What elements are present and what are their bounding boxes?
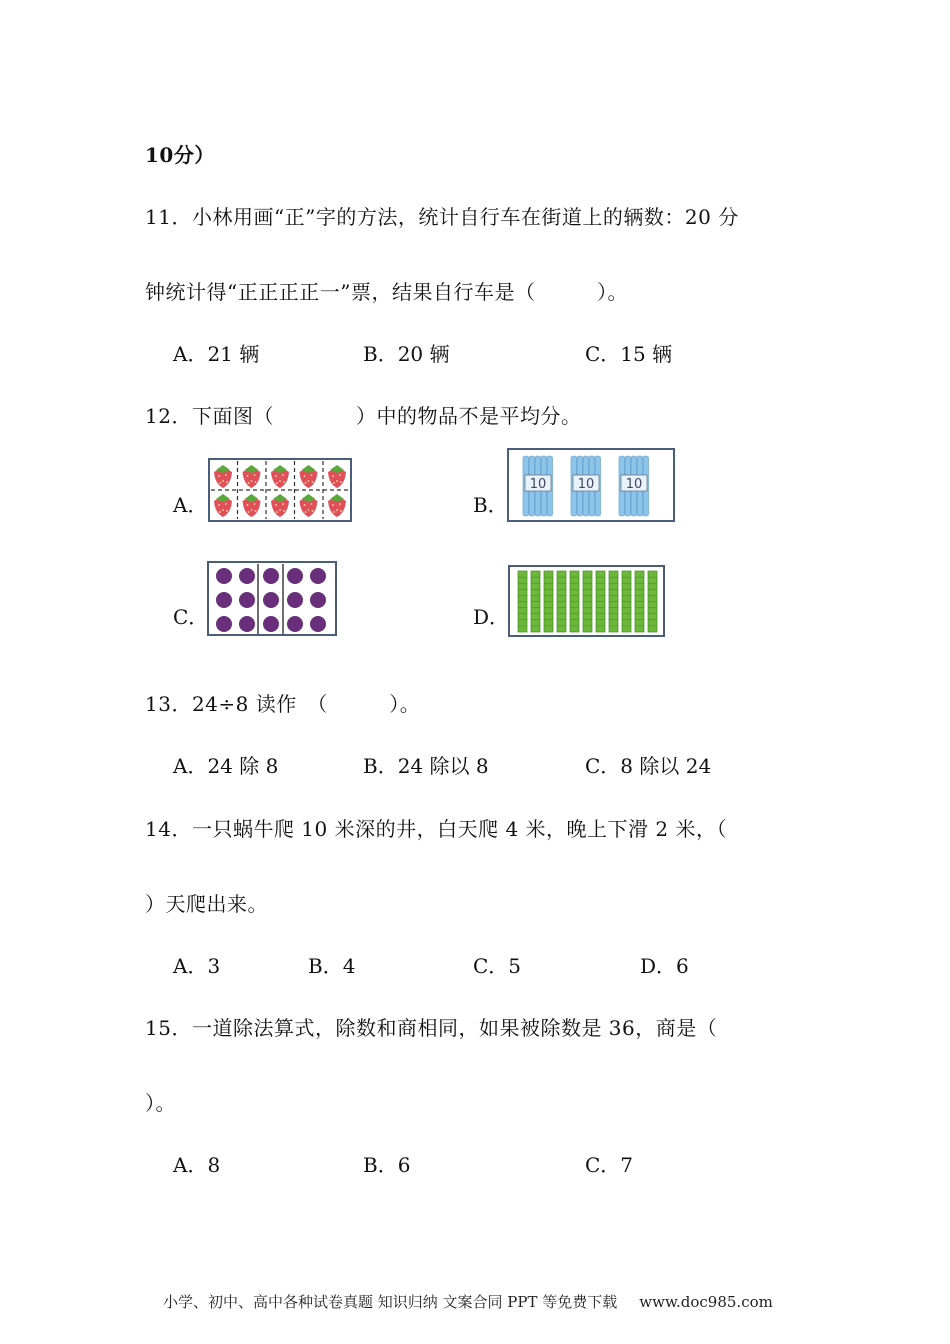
q14-option-b: B．4: [308, 954, 356, 978]
q13-option-a: A．24 除 8: [173, 754, 279, 778]
q11-option-a: A．21 辆: [173, 342, 260, 366]
q15-option-b: B．6: [363, 1153, 411, 1177]
green-stick-icon: [583, 571, 592, 632]
q11-option-c: C．15 辆: [585, 342, 673, 366]
purple-dots-picture: [207, 561, 338, 637]
q12-text: 12．下面图（ ）中的物品不是平均分。: [145, 404, 582, 428]
q14-option-a: A．3: [173, 954, 221, 978]
q15-text-line-2: ）。: [145, 1091, 176, 1115]
green-stick-icon: [557, 571, 566, 632]
strawberries-picture: [208, 458, 353, 523]
q13-text: 13．24÷8 读作 （ ）。: [145, 692, 421, 716]
q11-text-line-1: 11．小林用画“正”字的方法，统计自行车在街道上的辆数：20 分: [145, 205, 739, 229]
green-stick-icon: [635, 571, 644, 632]
purple-dot: [216, 592, 232, 608]
green-stick-icon: [596, 571, 605, 632]
purple-dot: [239, 616, 255, 632]
q14-option-c: C．5: [473, 954, 522, 978]
purple-dot: [263, 592, 279, 608]
q12-option-b-label: B．: [473, 493, 508, 517]
purple-dot: [287, 616, 303, 632]
green-stick-icon: [518, 571, 527, 632]
bundles-of-ten-picture: [507, 448, 677, 524]
q11-option-b: B．20 辆: [363, 342, 450, 366]
purple-dot: [239, 592, 255, 608]
purple-dot: [287, 592, 303, 608]
purple-dot: [310, 568, 326, 584]
bundle-of-ten-icon: [619, 456, 649, 516]
q12-option-c-label: C．: [173, 605, 209, 629]
green-stick-icon: [570, 571, 579, 632]
bundle-label: 10: [529, 477, 547, 492]
footer-url[interactable]: www.doc985.com: [639, 1293, 773, 1311]
purple-dot: [263, 568, 279, 584]
q14-text-line-1: 14．一只蜗牛爬 10 米深的井，白天爬 4 米，晚上下滑 2 米，（: [145, 817, 727, 841]
q15-option-c: C．7: [585, 1153, 634, 1177]
green-stick-icon: [622, 571, 631, 632]
purple-dot: [310, 616, 326, 632]
green-stick-icon: [648, 571, 657, 632]
green-stick-icon: [609, 571, 618, 632]
purple-dot: [310, 592, 326, 608]
green-sticks-picture: [508, 565, 666, 638]
purple-dot: [216, 616, 232, 632]
q11-text-line-2: 钟统计得“正正正正一”票，结果自行车是（ ）。: [145, 280, 628, 304]
q13-option-c: C．8 除以 24: [585, 754, 712, 778]
q15-option-a: A．8: [173, 1153, 221, 1177]
q14-option-d: D．6: [640, 954, 689, 978]
q14-text-line-2: ）天爬出来。: [145, 892, 268, 916]
purple-dot: [239, 568, 255, 584]
footer: [163, 1291, 773, 1312]
green-stick-icon: [544, 571, 553, 632]
q13-option-b: B．24 除以 8: [363, 754, 489, 778]
q12-option-a-label: A．: [173, 493, 208, 517]
q12-option-d-label: D．: [473, 605, 510, 629]
footer-text: 小学、初中、高中各种试卷真题 知识归纳 文案合同 PPT 等免费下载: [163, 1293, 618, 1311]
purple-dot: [263, 616, 279, 632]
green-stick-icon: [531, 571, 540, 632]
bundle-of-ten-icon: [571, 456, 601, 516]
bundle-label: 10: [625, 477, 643, 492]
purple-dot: [287, 568, 303, 584]
bundle-of-ten-icon: [523, 456, 553, 516]
purple-dot: [216, 568, 232, 584]
bundle-label: 10: [577, 477, 595, 492]
q15-text-line-1: 15．一道除法算式，除数和商相同，如果被除数是 36，商是（: [145, 1016, 718, 1040]
section-score-tail: 10分）: [145, 143, 215, 167]
